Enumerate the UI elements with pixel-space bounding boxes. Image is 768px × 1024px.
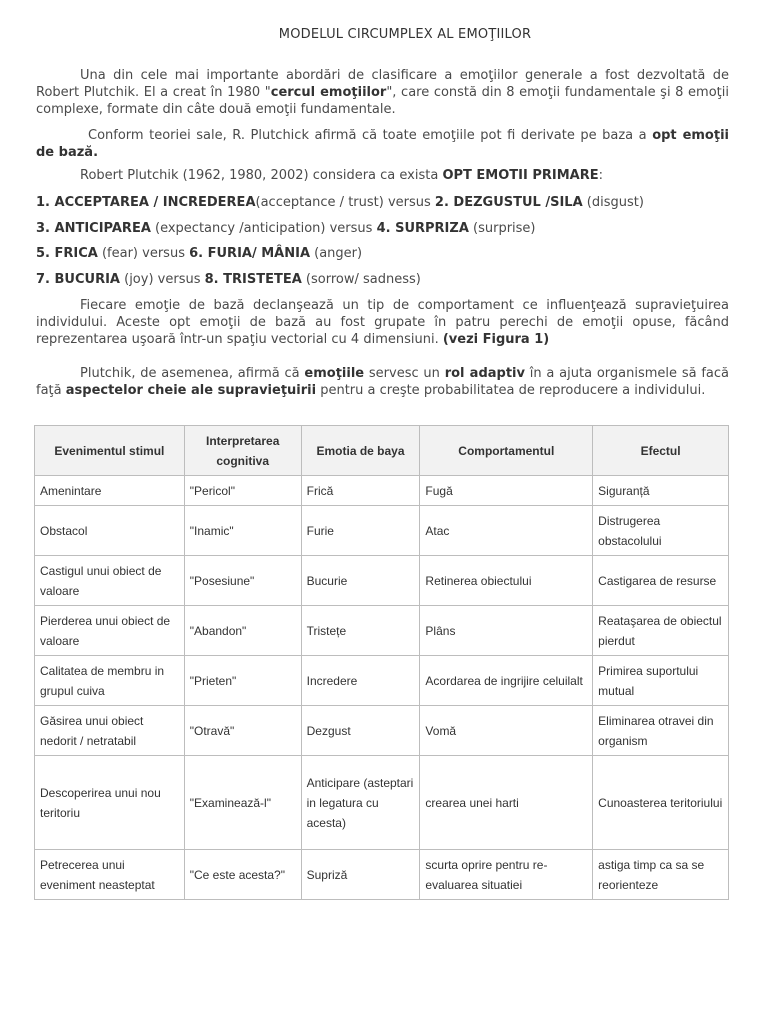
table-cell: "Inamic": [184, 506, 301, 556]
emotion-name: 7. BUCURIA: [36, 272, 120, 287]
table-cell: scurta oprire pentru re-evaluarea situatiei: [420, 850, 593, 900]
table-row: [35, 706, 729, 756]
versus-text: versus: [153, 272, 205, 287]
paragraph-highlight: emoţiile: [304, 366, 365, 381]
versus-text: versus: [138, 246, 190, 261]
emotion-name: 3. ANTICIPAREA: [36, 221, 151, 236]
emotion-pair: [36, 220, 736, 237]
intro-text: ", care constă din 8 emoţii fundamentale şi 8 emoţii complexe, formate din câte două emoţii fundamentale.: [36, 85, 729, 117]
emotion-name: 5. FRICA: [36, 246, 98, 261]
table-cell: Reataşarea de obiectul pierdut: [593, 606, 729, 656]
intro-paragraph-2: [36, 127, 729, 161]
table-cell: "Prieten": [184, 656, 301, 706]
table-cell: Frică: [301, 476, 420, 506]
table-cell: astiga timp ca sa se reorienteze: [593, 850, 729, 900]
table-row: [35, 656, 729, 706]
table-cell: Pierderea unui obiect de valoare: [35, 606, 185, 656]
paragraph-text: Plutchik, de asemenea, afirmă că: [80, 366, 305, 381]
table-cell: crearea unei harti: [420, 756, 593, 850]
versus-text: versus: [383, 195, 435, 210]
table-cell: Petrecerea unui eveniment neasteptat: [35, 850, 185, 900]
table-cell: Acordarea de ingrijire celuilalt: [420, 656, 593, 706]
table-cell: "Examinează-l": [184, 756, 301, 850]
table-header-row: [35, 426, 729, 476]
intro-highlight: cercul emoţiilor: [270, 85, 387, 100]
table-row: [35, 756, 729, 850]
table-cell: Descoperirea unui nou teritoriu: [35, 756, 185, 850]
versus-text: versus: [325, 221, 377, 236]
document-title: MODELUL CIRCUMPLEX AL EMOŢIILOR: [278, 27, 532, 42]
figure-reference: (vezi Figura 1): [442, 332, 550, 347]
emotion-pair: [36, 194, 736, 211]
table-cell: Siguranță: [593, 476, 729, 506]
emotion-translation: (disgust): [582, 195, 644, 210]
emotion-translation: (acceptance / trust): [255, 195, 384, 210]
header-emotion: Emotia de baya: [301, 426, 420, 476]
table-cell: Amenintare: [35, 476, 185, 506]
intro-text: Conform teoriei sale, R. Plutchick afirmă că toate emoţiile pot fi derivate pe baza a: [88, 128, 653, 143]
table-row: [35, 556, 729, 606]
table-cell: Supriză: [301, 850, 420, 900]
table-cell: Furie: [301, 506, 420, 556]
table-cell: Bucurie: [301, 556, 420, 606]
table-cell: Castigarea de resurse: [593, 556, 729, 606]
paragraph-highlight: aspectelor cheie ale supravieţuirii: [65, 383, 317, 398]
table-cell: Vomă: [420, 706, 593, 756]
table-cell: Primirea suportului mutual: [593, 656, 729, 706]
paragraph-text: pentru a creşte probabilitatea de reproducere a individului.: [316, 383, 706, 398]
paragraph-5: [36, 365, 729, 399]
emotion-name: 6. FURIA/ MÂNIA: [189, 246, 311, 261]
paragraph-4: [36, 297, 729, 348]
emotion-translation: (surprise): [468, 221, 536, 236]
header-stimulus: Evenimentul stimul: [35, 426, 185, 476]
emotion-translation: (expectancy /anticipation): [150, 221, 326, 236]
table-row: [35, 476, 729, 506]
table-cell: Castigul unui obiect de valoare: [35, 556, 185, 606]
table-cell: Fugă: [420, 476, 593, 506]
table-cell: "Abandon": [184, 606, 301, 656]
emotion-translation: (fear): [97, 246, 139, 261]
table-cell: Plâns: [420, 606, 593, 656]
table-cell: Retinerea obiectului: [420, 556, 593, 606]
table-cell: Dezgust: [301, 706, 420, 756]
emotion-name: 2. DEZGUSTUL /SILA: [434, 195, 583, 210]
emotion-translation: (anger): [310, 246, 363, 261]
table-cell: "Pericol": [184, 476, 301, 506]
table-row: [35, 606, 729, 656]
table-cell: Atac: [420, 506, 593, 556]
emotions-table: [34, 425, 729, 900]
table-cell: Găsirea unui obiect nedorit / netratabil: [35, 706, 185, 756]
paragraph-text: în a ajuta organismele să facă faţă: [36, 366, 730, 398]
intro-paragraph-3: [36, 167, 729, 184]
table-cell: Tristețe: [301, 606, 420, 656]
emotion-pair: [36, 271, 736, 288]
emotion-name: 4. SURPRIZA: [376, 221, 469, 236]
paragraph-text: Fiecare emoţie de bază declanşează un tip de comportament ce influenţează supravieţuirea individului. Aceste opt emoţii de bază au fost grupate în patru perechi de emoţii opuse, făcând reprezentarea uşoară într-un spaţiu vectorial cu 4 dimensiuni.: [36, 298, 729, 347]
table-cell: Cunoasterea teritoriului: [593, 756, 729, 850]
intro-highlight: opt emoţii de bază.: [36, 128, 729, 160]
table-cell: Obstacol: [35, 506, 185, 556]
intro-highlight: OPT EMOTII PRIMARE: [442, 168, 599, 183]
table-cell: "Ce este acesta?": [184, 850, 301, 900]
header-effect: Efectul: [593, 426, 729, 476]
paragraph-text: servesc un: [364, 366, 445, 381]
emotion-name: 8. TRISTETEA: [204, 272, 302, 287]
table-cell: Incredere: [301, 656, 420, 706]
header-behavior: Comportamentul: [420, 426, 593, 476]
table-cell: Anticipare (asteptari in legatura cu acesta): [301, 756, 420, 850]
table-cell: Eliminarea otravei din organism: [593, 706, 729, 756]
paragraph-highlight: rol adaptiv: [444, 366, 525, 381]
intro-text: Una din cele mai importante abordări de clasificare a emoţiilor generale a fost dezvoltată de Robert Plutchik. El a creat în 1980 ": [36, 68, 729, 100]
emotion-translation: (joy): [119, 272, 154, 287]
intro-text: :: [598, 168, 604, 183]
intro-paragraph-1: [36, 67, 729, 118]
table-cell: "Posesiune": [184, 556, 301, 606]
table-cell: "Otravă": [184, 706, 301, 756]
header-interpretation: Interpretarea cognitiva: [184, 426, 301, 476]
table-row: [35, 850, 729, 900]
intro-text: Robert Plutchik (1962, 1980, 2002) considera ca exista: [80, 168, 443, 183]
emotion-name: 1. ACCEPTAREA / INCREDEREA: [36, 195, 256, 210]
emotion-translation: (sorrow/ sadness): [301, 272, 421, 287]
emotion-pair: [36, 245, 736, 262]
table-cell: Distrugerea obstacolului: [593, 506, 729, 556]
table-row: [35, 506, 729, 556]
table-cell: Calitatea de membru in grupul cuiva: [35, 656, 185, 706]
